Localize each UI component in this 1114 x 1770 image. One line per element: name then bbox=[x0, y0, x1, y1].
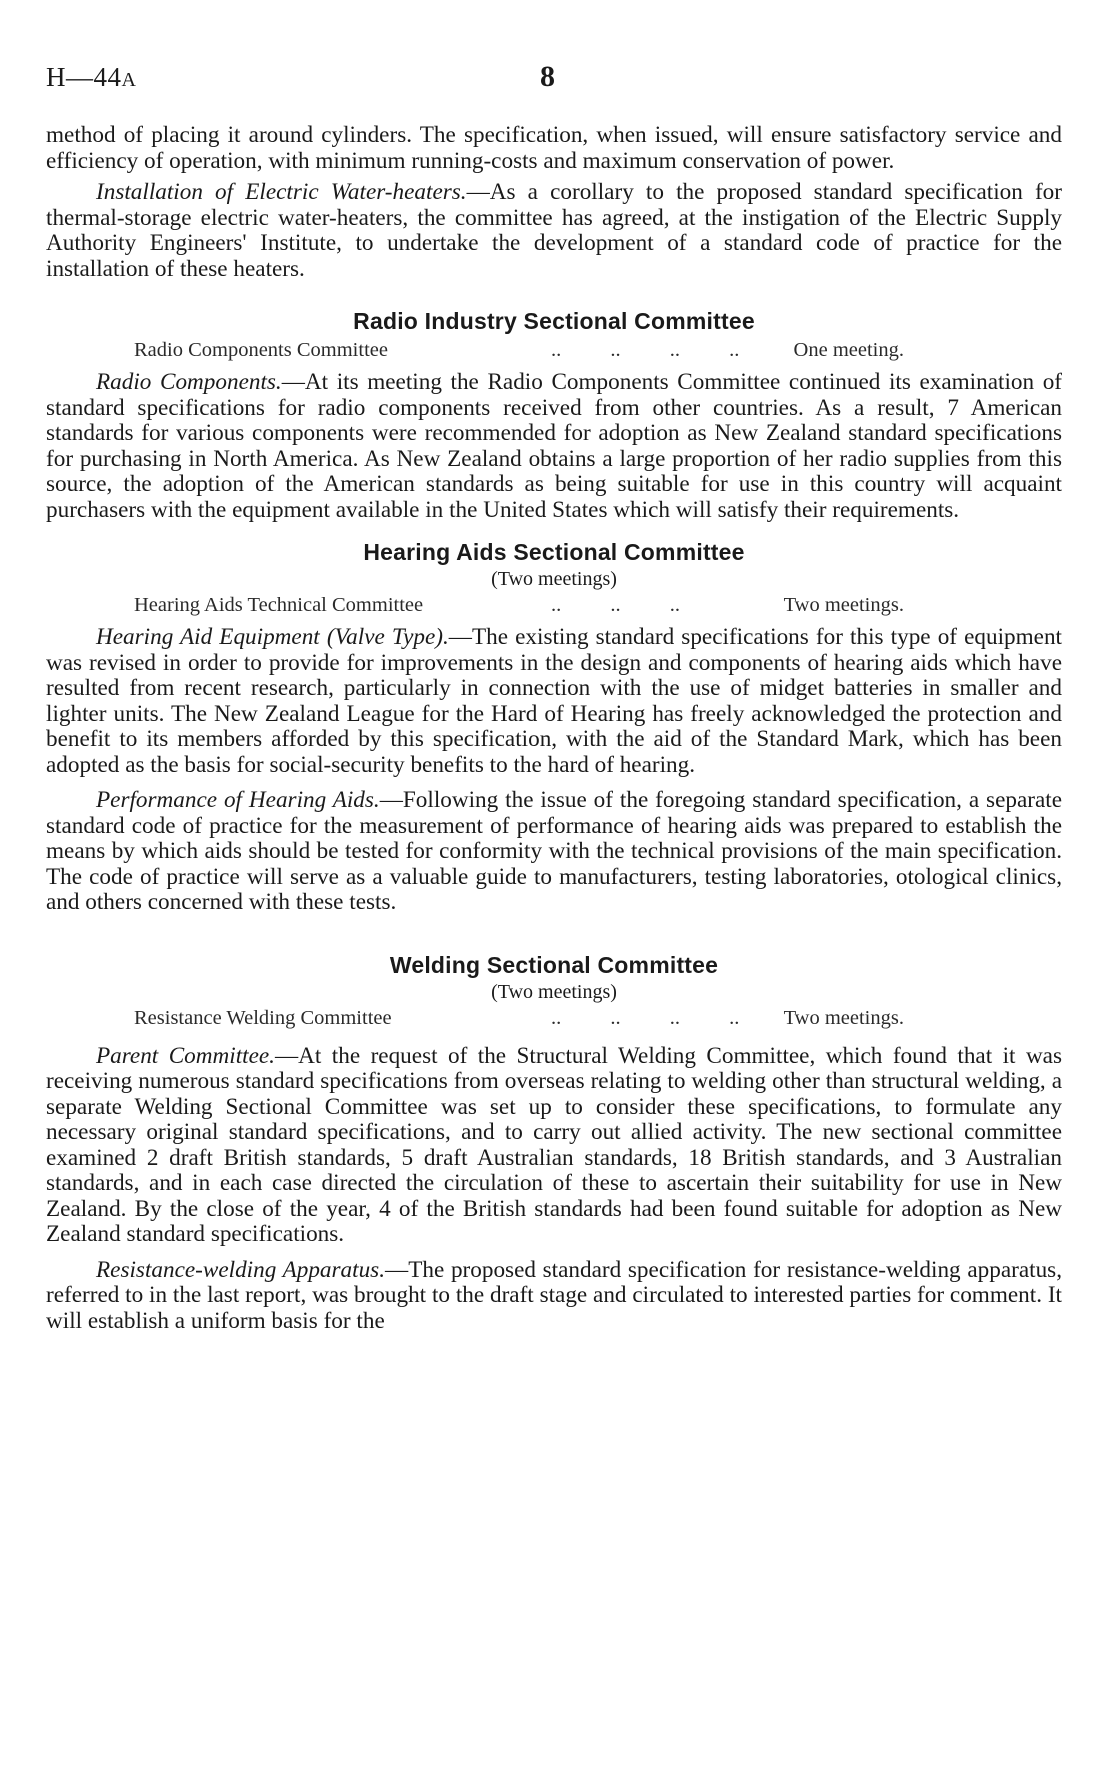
hearing-section-subtitle: (Two meetings) bbox=[491, 568, 617, 590]
radio-section-title: Radio Industry Sectional Committee bbox=[353, 308, 755, 334]
welding-apparatus-paragraph bbox=[46, 1258, 1062, 1335]
hearing-meeting-committee: Hearing Aids Technical Committee bbox=[134, 594, 424, 616]
welding-section-subtitle: (Two meetings) bbox=[491, 980, 617, 1003]
radio-components-heading: Radio Components. bbox=[96, 369, 282, 395]
welding-parent-text: —At the request of the Structural Welding Committee, which found that it was receiving numerous standard specifications from overseas relating to welding other than structural welding, a separate Welding Sectional Committee was set up to consider these specifications, to formulate any necessary original standard specifications, and to carry out allied activity. The new sectional committee examined 2 draft British standards, 5 draft Australian standards, 18 British standards, and 3 Australian standards, and in each case directed the circulation of these to ascertain their suitability for use in New Zealand. By the close of the year, 4 of the British standards had been found suitable for adoption as New Zealand standard specifications. bbox=[46, 1042, 1063, 1247]
hearing-meeting-row bbox=[46, 591, 1062, 619]
welding-section-title: Welding Sectional Committee bbox=[389, 951, 719, 978]
hearing-performance-text: —Following the issue of the foregoing standard specification, a separate standard code of practice for the measurement of performance of hearing aids was prepared to establish the means by which aids should be tested for conformity with the technical provisions of the main specification. The code of practice will serve as a valuable guide to manufacturers, testing laboratories, otological clinics, and others concerned with these tests. bbox=[46, 787, 1062, 915]
radio-meeting-count: One meeting. bbox=[793, 339, 904, 361]
welding-meeting-leaders: .. .. .. .. bbox=[551, 1006, 740, 1029]
welding-meeting-count: Two meetings. bbox=[783, 1006, 904, 1029]
page-header bbox=[46, 60, 1062, 100]
installation-paragraph bbox=[46, 180, 1062, 282]
welding-meeting-row bbox=[46, 1004, 1062, 1032]
welding-apparatus-text: —The proposed standard specification for resistance-welding apparatus, referred to in the last report, was brought to the draft stage and circulated to interested parties for comment. It will establish a uniform basis for the bbox=[46, 1256, 1062, 1334]
hearing-performance-paragraph bbox=[46, 788, 1062, 916]
welding-parent-heading: Parent Committee. bbox=[96, 1042, 275, 1069]
hearing-performance-heading: Performance of Hearing Aids. bbox=[96, 787, 380, 813]
hearing-equipment-text: —The existing standard specifications for this type of equipment was revised in order to provide for improvements in the design and components of hearing aids which have resulted from recent research, particularly in connection with the use of midget batteries in smaller and lighter units. The New Zealand League for the Hard of Hearing has freely acknowledged the protection and benefit to its members afforded by this specification, with the aid of the Standard Mark, which has been adopted as the basis for social-security benefits to the hard of hearing. bbox=[46, 624, 1062, 778]
welding-apparatus-heading: Resistance-welding Apparatus. bbox=[96, 1256, 386, 1283]
page-number: 8 bbox=[540, 60, 555, 93]
installation-text: —As a corollary to the proposed standard specification for thermal-storage electric water-heaters, the committee has agreed, at the instigation of the Electric Supply Authority Engineers' Institute, to undertake the development of a standard code of practice for the installation of these heaters. bbox=[46, 179, 1062, 282]
hearing-equipment-paragraph bbox=[46, 625, 1062, 778]
hearing-meeting-count: Two meetings. bbox=[783, 594, 904, 616]
page-body bbox=[46, 123, 1062, 1334]
radio-components-paragraph bbox=[46, 370, 1062, 523]
radio-meeting-committee: Radio Components Committee bbox=[134, 339, 388, 361]
hearing-equipment-heading: Hearing Aid Equipment (Valve Type). bbox=[96, 624, 449, 650]
radio-meeting-row bbox=[46, 336, 1062, 364]
radio-meeting-leaders: .. .. .. .. bbox=[551, 339, 740, 361]
hearing-meeting-leaders: .. .. .. bbox=[551, 594, 680, 616]
document-reference-suffix: A bbox=[121, 69, 137, 91]
hearing-section-title: Hearing Aids Sectional Committee bbox=[363, 539, 745, 565]
intro-paragraph: method of placing it around cylinders. The specification, when issued, will ensure satisfactory service and efficiency of operation, with minimum running-costs and maximum conservation of power. bbox=[46, 122, 1062, 174]
welding-meeting-committee: Resistance Welding Committee bbox=[134, 1006, 392, 1029]
radio-components-text: —At its meeting the Radio Components Committee continued its examination of standard specifications for radio components received from other countries. As a result, 7 American standards for various components were recommended for adoption as New Zealand standard specifications for purchasing in North America. As New Zealand obtains a large proportion of her radio supplies from this source, the adoption of the American standards as being suitable for use in this country will acquaint purchasers with the equipment available in the United States which will satisfy their requirements. bbox=[46, 369, 1063, 523]
installation-heading: Installation of Electric Water-heaters. bbox=[96, 179, 467, 205]
welding-parent-paragraph bbox=[46, 1044, 1062, 1248]
document-reference bbox=[46, 62, 136, 93]
document-reference-prefix: H—44 bbox=[46, 62, 122, 92]
